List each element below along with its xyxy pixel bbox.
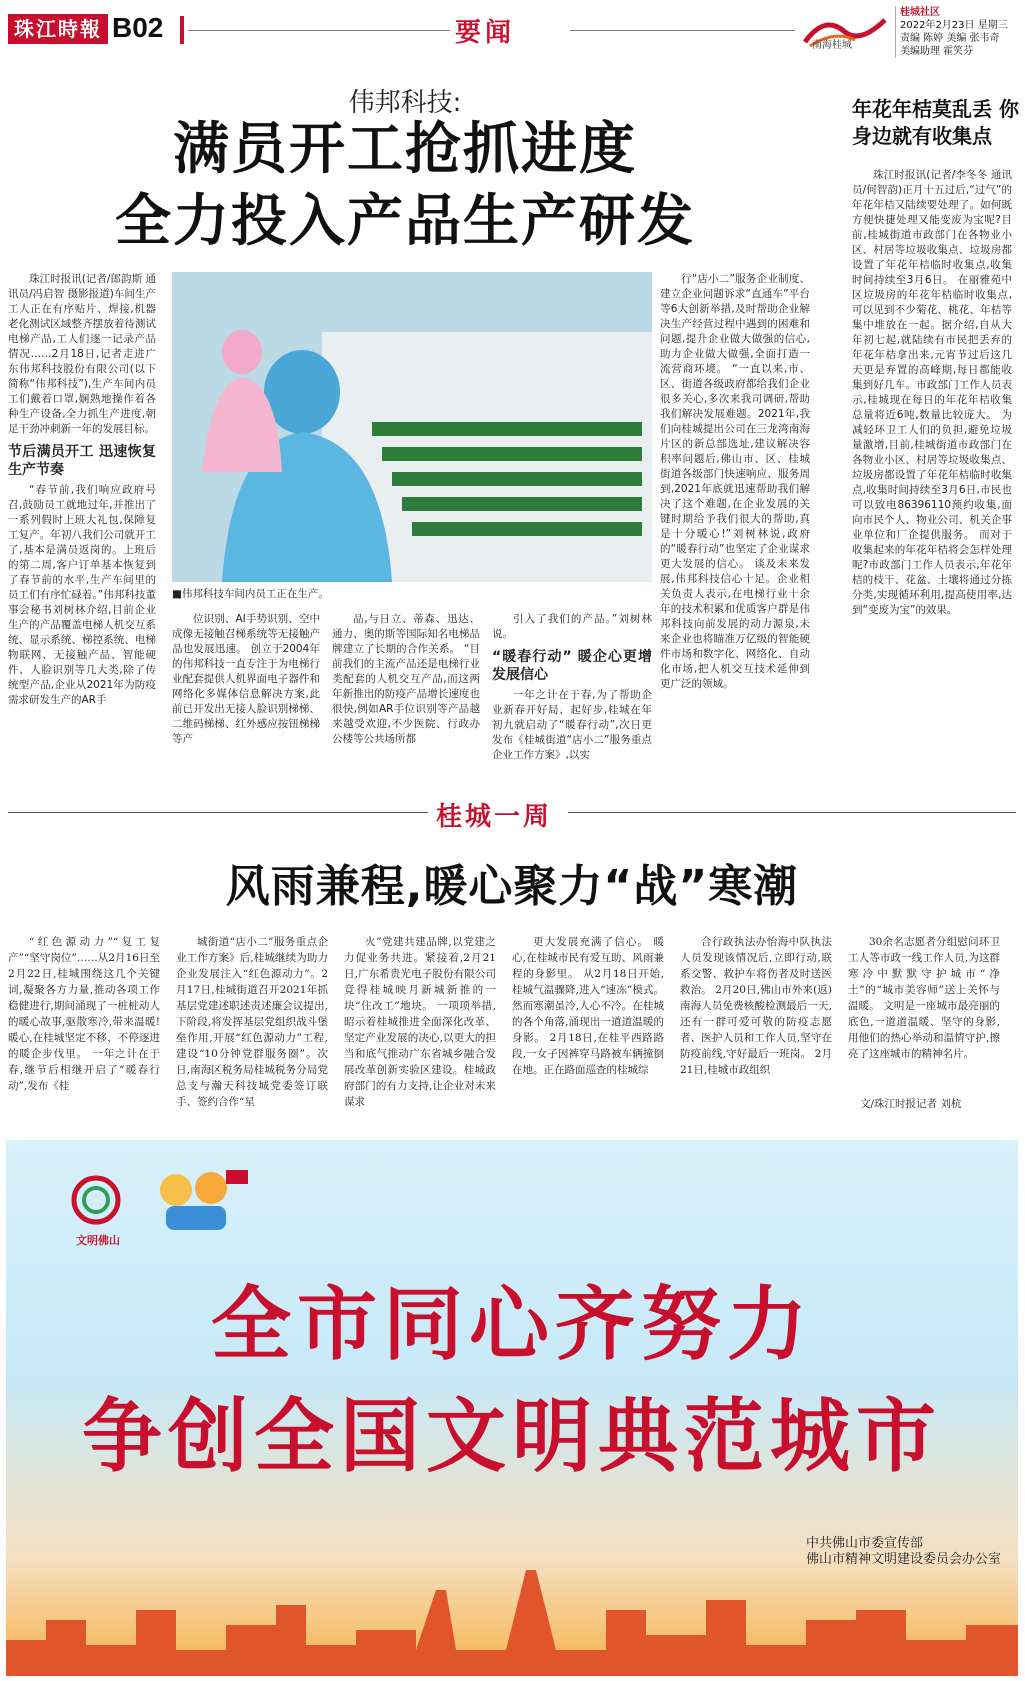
logo-caption: 南海桂城 bbox=[812, 40, 852, 51]
ad-slogan-line1: 全市同心齐努力 bbox=[211, 1277, 813, 1371]
week-paragraph: 30余名志愿者分组慰问环卫工人等市政一线工作人员,为这群寒冷中默默守护城市“净土”的“城市美容师”送上关怀与温暖。 文明是一座城市最亮丽的底色,一道道温暖、坚守的身影,用他们的热心举动和温情守护,擦亮了这座城市的精神名片。 bbox=[848, 936, 1000, 1060]
week-column-1 bbox=[8, 934, 160, 1114]
factory-scene-illustration bbox=[172, 272, 652, 582]
week-column-5 bbox=[680, 934, 832, 1114]
page-info bbox=[895, 6, 1025, 58]
article-title-line1: 满员开工抢抓进度 bbox=[173, 117, 637, 182]
article-column-1 bbox=[8, 272, 156, 754]
ad-organizer-2: 佛山市精神文明建设委员会办公室 bbox=[806, 1552, 1002, 1567]
section-title: 要闻 bbox=[455, 18, 516, 48]
week-column-6 bbox=[848, 934, 1000, 1114]
masthead-logo: 珠江時報 bbox=[8, 14, 108, 44]
article-intro: 珠江时报讯(记者/郎韵斯 通讯员/冯启智 摄影报道)车间生产工人正在有序贴片、焊接,机器老化测试区域整齐摆放着待测试电梯产品,工人们逐一记录产品情况……2月18日,记者走进广东伟邦科技股份有限公司(以下简称“伟邦科技”),生产车间内员工们戴着口罩,娴熟地操作着各种生产设备,全力抓生产进度,朝足干劲冲刺新一年的发展目标。 bbox=[8, 273, 156, 435]
emblem-caption: 文明佛山 bbox=[76, 1234, 120, 1247]
article-column-3 bbox=[332, 612, 480, 754]
article-paragraph: 一年之计在于春,为了帮助企业新春开好局、起好步,桂城在年初九就启动了“暖春行动”,次日更发布《桂城街道“店小二”服务重点企业工作方案》,以实 bbox=[492, 689, 652, 761]
week-column-4 bbox=[512, 934, 664, 1114]
sidebar-body bbox=[852, 168, 1012, 756]
sidebar-title: 年花年桔莫乱丢 你身边就有收集点 bbox=[852, 97, 1019, 148]
article-paragraph: 品,与日立、蒂森、迅达、通力、奥的斯等国际知名电梯品牌建立了长期的合作关系。 “目前我们的主流产品还是电梯行业类配套的人机交互产品,而这两年新推出的防疫产品增长速度也很快,例如AR手位识别等产品越来越受欢迎,不少医院、行政办公楼等公共场所都 bbox=[332, 613, 480, 745]
factory-photo bbox=[172, 272, 652, 582]
week-paragraph: 更大发展充满了信心。 暖心,在桂城市民有爱互助、风雨兼程的身影里。 从2月18日开始,桂城气温骤降,进入“速冻”模式。然而寒潮虽冷,人心不冷。在桂城的各个角落,涌现出一道道温暖的身影。 2月18日,在桂平西路路段,一女子因裤穿马路被车辆撞倒在地。正在路面巡查的桂城综 bbox=[512, 936, 664, 1076]
week-byline: 文/珠江时报记者 刘杭 bbox=[860, 1098, 962, 1110]
civilization-emblem-icon bbox=[66, 1170, 126, 1230]
article-paragraph: 行“店小二”服务企业制度、建立企业问题诉求“直通车”平台等6大创新举措,及时帮助企业解决生产经营过程中遇到的困难和问题,提升企业做大做强的信心,助力企业做大做强,全面打造一流营商环境。 “一直以来,市、区、街道各级政府都给我们企业很多关心,多次来我司调研,帮助我们解决发展难题。2021年,我们向桂城提出公司在三龙湾南海片区的新总部选址,建议解决容积率问题后,佛山市、区、桂城街道各级部门快速响应、服务周到,2021年底就迅速帮助我们解决了这个难题,在企业发展的关键时期给予我们很大的帮助,真是十分暖心!”刘树林说,政府的“暖春行动”也坚定了企业谋求更大发展的信心。 谈及未来发展,伟邦科技信心十足。企业相关负责人表示,在电梯行业十余年的技术积累和优质客户群是伟邦科技向前发展的动力源泉,未来企业也将瞄准万亿级的智能硬件市场和数字化、网络化、自动化市场,把人机交互技术延伸到更广泛的领域。 bbox=[660, 273, 810, 690]
week-paragraph: “红色源动力”“复工复产”“坚守岗位”……从2月16日至2月22日,桂城围绕这几个关键词,凝聚各方力量,推动各项工作稳健进行,期间涌现了一桩桩动人的暖心故事,驱散寒冷,带来温暖! 暖心,在桂城坚定不移、不停逐进的暖企步伐里。 一年之计在于春,继节后相继开启了“暖春行动”,发布《桂 bbox=[8, 936, 160, 1092]
article-kicker: 伟邦科技: bbox=[348, 88, 462, 118]
mascot-icon bbox=[146, 1160, 256, 1240]
page-number: B02 bbox=[112, 12, 164, 43]
header-rule-left bbox=[188, 30, 450, 31]
week-title: 风雨兼程,暖心聚力“战”寒潮 bbox=[225, 861, 799, 912]
article-paragraph: 位识别、AI手势识别、空中成像无接触召梯系统等无接触产品也发展迅速。 创立于2004年的伟邦科技一直专注于为电梯行业配套提供人机界面电子器件和网络化多媒体信息解决方案,此前已开发出无接人脸识别梯梯、二维码梯梯、红外感应按钮梯梯等产 bbox=[172, 613, 320, 745]
editor-credit: 责编 陈婷 美编 张韦奇 bbox=[900, 33, 1000, 44]
ad-organizer-1: 中共佛山市委宣传部 bbox=[806, 1536, 924, 1551]
article-column-2 bbox=[172, 612, 320, 754]
column-name: 桂城社区 bbox=[900, 7, 940, 18]
week-paragraph: 城街道“店小二”服务重点企业工作方案》后,桂城继续为助力企业发展注入“红色源动力”。2月17日,桂城街道召开2021年抓基层党建述职述责述廉会议提出,下阶段,将发挥基层党组织战斗堡垒作用,开展“红色源动力”工程,建设“10分钟党群服务圈”。次日,南海区税务局桂城税务分局党总支与瀚天科技城党委签订联手、签约合作“星 bbox=[176, 936, 328, 1108]
week-section-label: 桂城一周 bbox=[436, 802, 553, 832]
section-rule-left bbox=[8, 812, 428, 813]
article-subhead-2: “暖春行动” 暖企心更增发展信心 bbox=[492, 649, 652, 683]
week-column-3 bbox=[344, 934, 496, 1114]
article-subhead-1: 节后满员开工 迅速恢复生产节奏 bbox=[8, 444, 156, 478]
page-divider bbox=[180, 16, 184, 44]
sidebar-paragraph: 珠江时报讯(记者/李冬冬 通讯员/何智韵)正月十五过后,“过气”的年花年桔又陆续要处理了。如何既方便快捷处理又能变废为宝呢?目前,桂城街道市政部门在各物业小区、村居等垃圾收集点、垃圾房都设置了年花年桔临时收集点,收集时间持续至3月6日。 在丽雅苑中区垃圾房的年花年桔临时收集点,可以见到不少菊花、桃花、年桔等集中堆放在一起。据介绍,自从大年初七起,就陆续有市民把丢弃的年花年桔拿出来,元宵节过后这几天更是弃置的高峰期,每日都能收集到好几车。市政部门工作人员表示,桂城现在每日的年花年桔收集总量将近6吨,数量比较庞大。 为减轻环卫工人们的负担,避免垃圾量激增,目前,桂城街道市政部门在各物业小区、村居等垃圾收集点、垃圾房都设置了年花年桔临时收集点,收集时间持续至3月6日,市民也可以致电86396110预约收集,面向市民个人、物业公司、机关企事业单位和厂企提供服务。 而对于收集起来的年花年桔将会怎样处理呢?市政部门工作人员表示,年花年桔的枝干、花盆、土壤将通过分拣分类,实现循环利用,提高使用率,达到“变废为宝”的效果。 bbox=[852, 169, 1012, 616]
city-skyline-illustration bbox=[6, 1550, 1018, 1676]
article-title-line2: 全力投入产品生产研发 bbox=[115, 189, 695, 254]
section-rule-right bbox=[568, 812, 1016, 813]
civilization-ad bbox=[6, 1140, 1018, 1676]
week-paragraph: 火”党建共建品牌,以党建之力促业务共进。紧接着,2月21日,广东希贵光电子股份有限公司竞得桂城映月新城新推的一块“住改工”地块。 一项项举措,昭示着桂城推进全面深化改革、坚定产业发展的决心,以更大的担当和底气推动广东省城乡融合发展改革创新实验区建设。桂城政府部门的有力支持,让企业对未来谋求 bbox=[344, 936, 496, 1108]
article-paragraph: “春节前,我们响应政府号召,鼓励员工就地过年,并推出了一系列假时上班大礼包,保障复工复产。年初八我们公司就开工了,基本是满员返岗的。上班后的第二周,客户订单基本恢复到了春节前的水平,生产车间里的员工们有序忙碌着。”伟邦科技董事会秘书刘树林介绍,目前企业生产的产品覆盖电梯人机交互系统、显示系统、梯控系统、电梯物联网、无接触产品、智能硬件、人脸识别等几大类,除了传统型产品,企业从2021年为防疫需求研发生产的AR手 bbox=[8, 484, 156, 706]
assistant-credit: 美编助理 霍笑芬 bbox=[900, 46, 974, 57]
ad-slogan-line2: 争创全国文明典范城市 bbox=[82, 1389, 942, 1483]
article-paragraph: 引入了我们的产品。”刘树林说。 bbox=[492, 613, 652, 640]
header-rule-right bbox=[570, 30, 795, 31]
article-column-5 bbox=[660, 272, 810, 754]
issue-date: 2022年2月23日 星期三 bbox=[900, 20, 1008, 31]
article-column-4 bbox=[492, 612, 652, 761]
week-paragraph: 合行政执法办怡海中队执法人员发现该情况后,立即行动,联系交警、救护车将伤者及时送医救治。 2月20日,佛山市外来(返)南海人员免费核酸检测最后一天,还有一群可爱可敬的防疫志愿者、医护人员和工作人员,坚守在防疫前线,守好最后一班岗。 2月21日,桂城市政组织 bbox=[680, 936, 832, 1076]
photo-caption: ■伟邦科技车间内员工正在生产。 bbox=[172, 588, 329, 600]
week-column-2 bbox=[176, 934, 328, 1114]
